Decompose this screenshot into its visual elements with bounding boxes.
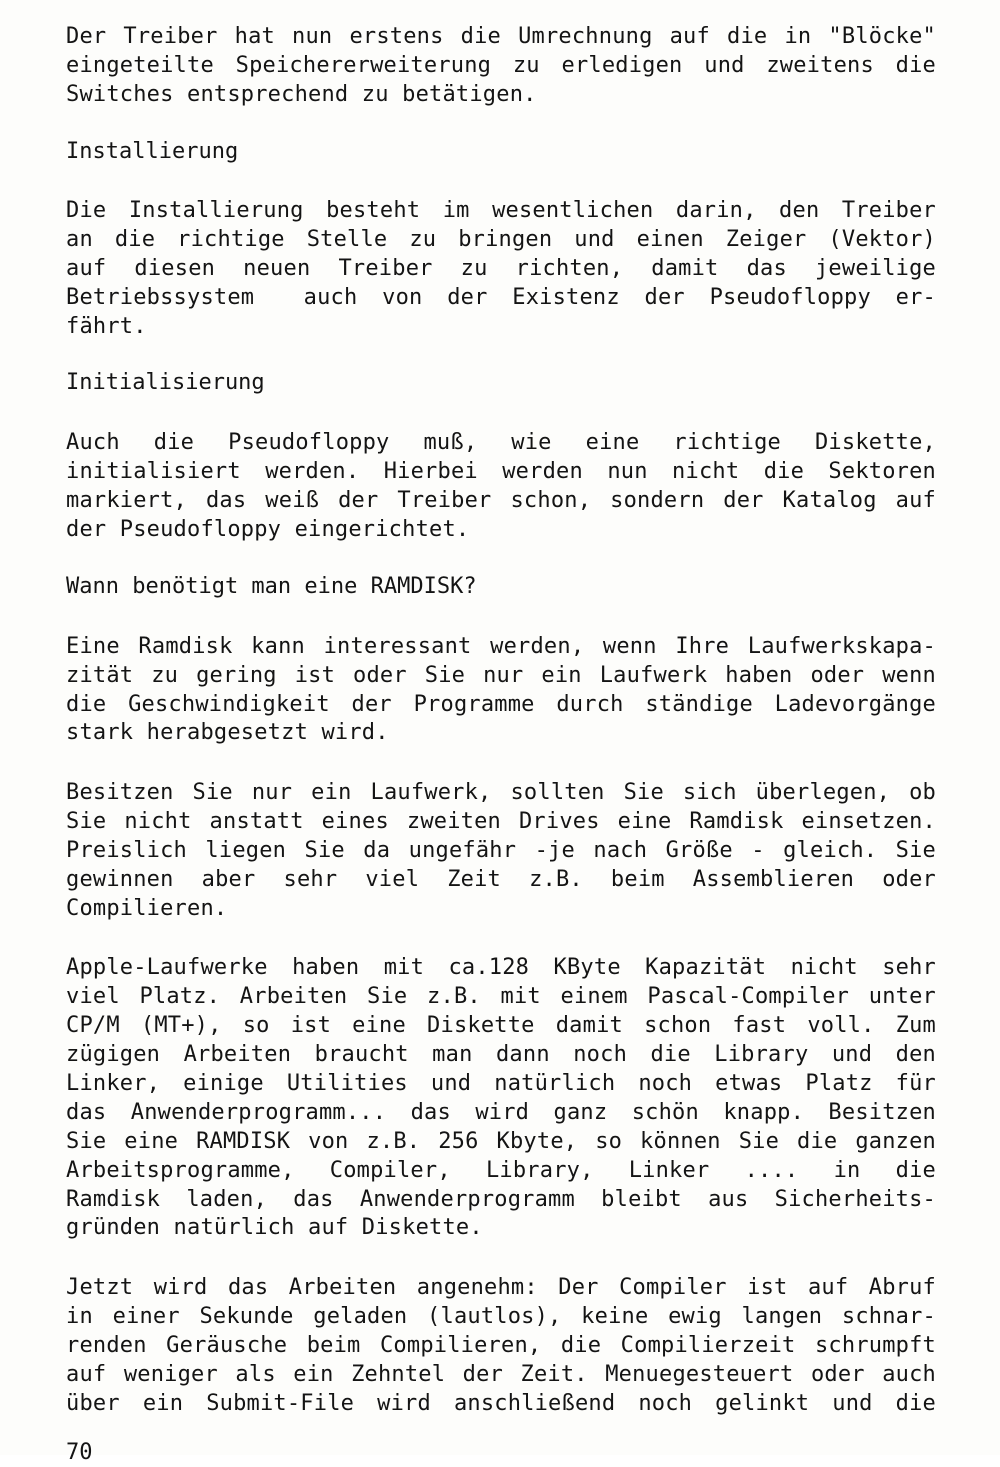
text-line: Der Treiber hat nun erstens die Umrechnung auf die in "Blöcke" bbox=[66, 24, 936, 49]
text-line: Jetzt wird das Arbeiten angenehm: Der Compiler ist auf Abruf bbox=[66, 1275, 936, 1300]
text-line: auf weniger als ein Zehntel der Zeit. Menuegesteuert oder auch bbox=[66, 1362, 936, 1387]
text-line: über ein Submit-File wird anschließend noch gelinkt und die bbox=[66, 1391, 936, 1416]
text-line: der Pseudofloppy eingerichtet. bbox=[66, 517, 470, 542]
section-heading-installierung: Installierung bbox=[66, 139, 239, 164]
text-line: initialisiert werden. Hierbei werden nun nicht die Sektoren bbox=[66, 459, 936, 484]
page-number: 70 bbox=[66, 1440, 93, 1465]
text-line: Sie nicht anstatt eines zweiten Drives eine Ramdisk einsetzen. bbox=[66, 809, 936, 834]
text-line: Besitzen Sie nur ein Laufwerk, sollten Sie sich überlegen, ob bbox=[66, 780, 936, 805]
text-line: auf diesen neuen Treiber zu richten, damit das jeweilige bbox=[66, 256, 936, 281]
text-line: die Geschwindigkeit der Programme durch ständige Ladevorgänge bbox=[66, 692, 936, 717]
text-line: zität zu gering ist oder Sie nur ein Laufwerk haben oder wenn bbox=[66, 663, 936, 688]
text-line: eingeteilte Speichererweiterung zu erledigen und zweitens die bbox=[66, 53, 936, 78]
text-line: das Anwenderprogramm... das wird ganz schön knapp. Besitzen bbox=[66, 1100, 936, 1125]
text-line: Switches entsprechend zu betätigen. bbox=[66, 82, 537, 107]
text-line: Auch die Pseudofloppy muß, wie eine richtige Diskette, bbox=[66, 430, 936, 455]
text-line: Die Installierung besteht im wesentlichen darin, den Treiber bbox=[66, 198, 936, 223]
text-line: Eine Ramdisk kann interessant werden, wenn Ihre Laufwerkskapa- bbox=[66, 634, 936, 659]
text-line: Arbeitsprogramme, Compiler, Library, Linker .... in die bbox=[66, 1158, 936, 1183]
text-line: Preislich liegen Sie da ungefähr -je nach Größe - gleich. Sie bbox=[66, 838, 936, 863]
text-line: markiert, das weiß der Treiber schon, sondern der Katalog auf bbox=[66, 488, 936, 513]
section-heading-ramdisk-question: Wann benötigt man eine RAMDISK? bbox=[66, 574, 477, 599]
text-line: CP/M (MT+), so ist eine Diskette damit schon fast voll. Zum bbox=[66, 1013, 936, 1038]
text-line: stark herabgesetzt wird. bbox=[66, 720, 389, 745]
text-line: renden Geräusche beim Compilieren, die Compilierzeit schrumpft bbox=[66, 1333, 936, 1358]
text-line: fährt. bbox=[66, 314, 147, 339]
text-line: Linker, einige Utilities und natürlich noch etwas Platz für bbox=[66, 1071, 936, 1096]
text-line: Sie eine RAMDISK von z.B. 256 Kbyte, so können Sie die ganzen bbox=[66, 1129, 936, 1154]
text-line: Compilieren. bbox=[66, 896, 228, 921]
text-line: zügigen Arbeiten braucht man dann noch die Library und den bbox=[66, 1042, 936, 1067]
text-line: viel Platz. Arbeiten Sie z.B. mit einem Pascal-Compiler unter bbox=[66, 984, 936, 1009]
text-line: Ramdisk laden, das Anwenderprogramm bleibt aus Sicherheits- bbox=[66, 1187, 936, 1212]
section-heading-initialisierung: Initialisierung bbox=[66, 370, 265, 395]
text-line: gründen natürlich auf Diskette. bbox=[66, 1215, 483, 1240]
text-line: Apple-Laufwerke haben mit ca.128 KByte Kapazität nicht sehr bbox=[66, 955, 936, 980]
text-line: an die richtige Stelle zu bringen und einen Zeiger (Vektor) bbox=[66, 227, 936, 252]
text-line: Betriebssystem auch von der Existenz der Pseudofloppy er- bbox=[66, 285, 936, 310]
text-line: gewinnen aber sehr viel Zeit z.B. beim Assemblieren oder bbox=[66, 867, 936, 892]
text-line: in einer Sekunde geladen (lautlos), keine ewig langen schnar- bbox=[66, 1304, 936, 1329]
